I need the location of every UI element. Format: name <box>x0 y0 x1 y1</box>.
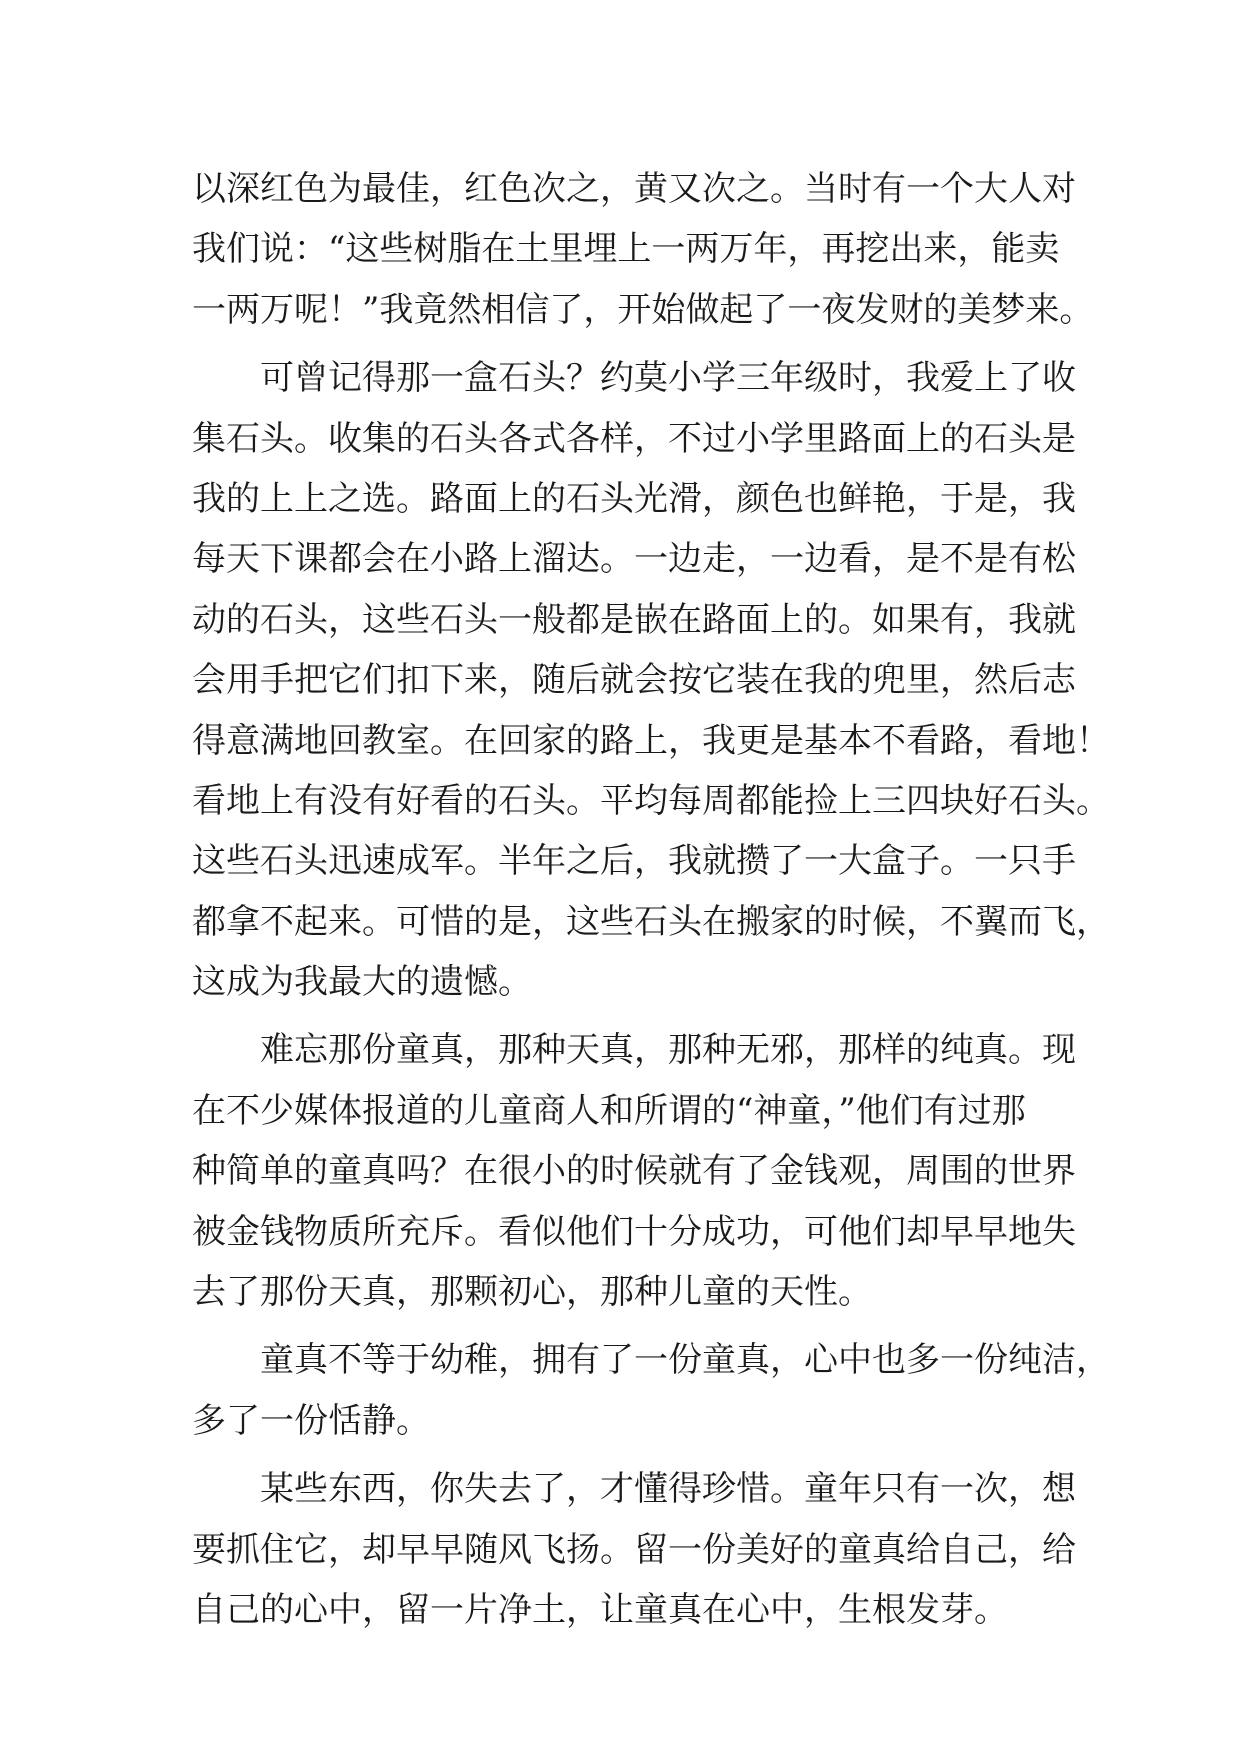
text-line: 我的上上之选。路面上的石头光滑，颜色也鲜艳，于是，我 <box>192 478 1076 519</box>
text-line: 集石头。收集的石头各式各样，不过小学里路面上的石头是 <box>192 418 1076 459</box>
text-line: 以深红色为最佳，红色次之，黄又次之。当时有一个大人对 <box>192 169 1076 209</box>
text-line: 要抓住它，却早早随风飞扬。留一份美好的童真给自己，给 <box>192 1529 1076 1570</box>
text-line: 我们说：“这些树脂在土里埋上一两万年，再挖出来，能卖 <box>192 229 1060 270</box>
text-line: 去了那份天真，那颗初心，那种儿童的天性。 <box>192 1272 872 1313</box>
document-body <box>192 159 1110 1640</box>
text-line: 一两万呢！”我竟然相信了，开始做起了一夜发财的美梦来。 <box>192 289 1094 330</box>
text-line: 动的石头，这些石头一般都是嵌在路面上的。如果有，我就 <box>192 599 1076 640</box>
text-line: 得意满地回教室。在回家的路上，我更是基本不看路，看地！ <box>192 720 1110 761</box>
text-line: 种简单的童真吗？在很小的时候就有了金钱观，周围的世界 <box>192 1151 1076 1192</box>
text-line: 被金钱物质所充斥。看似他们十分成功，可他们却早早地失 <box>192 1211 1076 1252</box>
text-line: 都拿不起来。可惜的是，这些石头在搬家的时候，不翼而飞， <box>192 901 1110 942</box>
text-line: 每天下课都会在小路上溜达。一边走，一边看，是不是有松 <box>192 539 1076 580</box>
paragraph-first-line: 难忘那份童真，那种天真，那种无邪，那样的纯真。现 <box>260 1030 1076 1071</box>
text-line: 看地上有没有好看的石头。平均每周都能捡上三四块好石头。 <box>192 780 1110 821</box>
paragraph-first-line: 可曾记得那一盒石头？约莫小学三年级时，我爱上了收 <box>260 358 1076 399</box>
paragraph-first-line: 童真不等于幼稚，拥有了一份童真，心中也多一份纯洁， <box>260 1340 1110 1381</box>
text-line: 自己的心中，留一片净土，让童真在心中，生根发芽。 <box>192 1589 1008 1630</box>
paragraph-first-line: 某些东西，你失去了，才懂得珍惜。童年只有一次，想 <box>260 1469 1076 1510</box>
text-line: 会用手把它们扣下来，随后就会按它装在我的兜里，然后志 <box>192 660 1076 701</box>
text-line: 在不少媒体报道的儿童商人和所谓的“神童，”他们有过那 <box>192 1090 1026 1131</box>
text-line: 多了一份恬静。 <box>192 1400 430 1441</box>
text-line: 这成为我最大的遗憾。 <box>192 962 532 1003</box>
text-line: 这些石头迅速成军。半年之后，我就攒了一大盒子。一只手 <box>192 841 1076 882</box>
